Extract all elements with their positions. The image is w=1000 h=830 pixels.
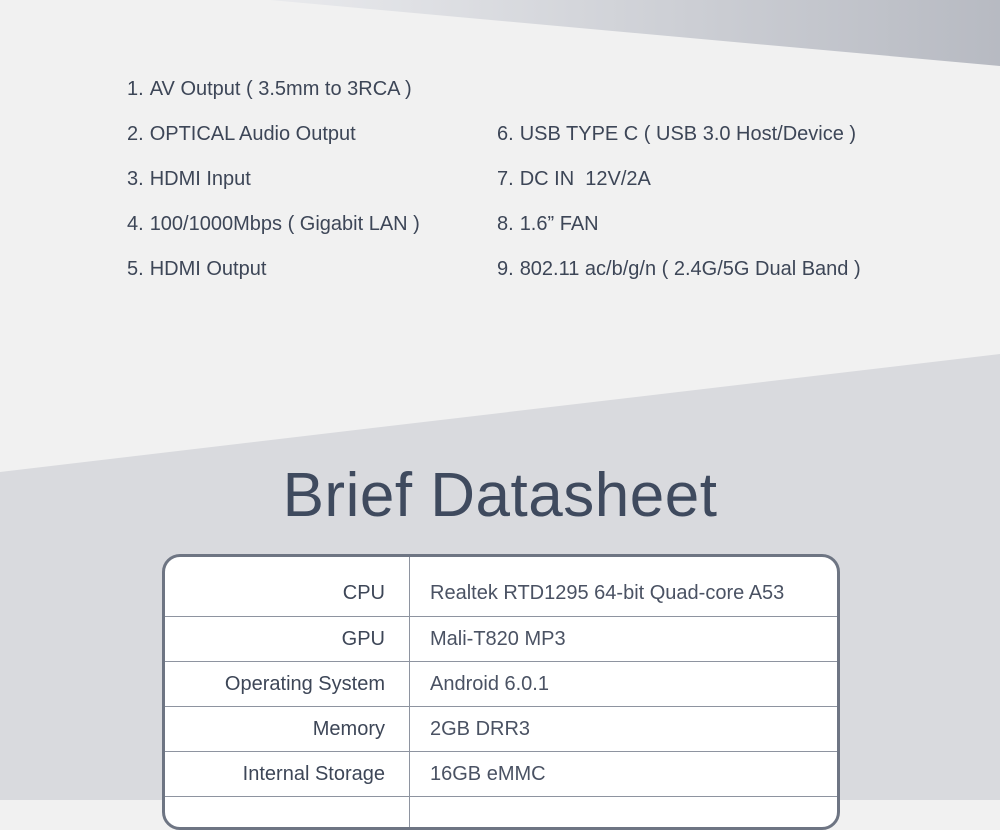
spec-label <box>165 797 410 830</box>
port-label: 100/1000Mbps ( Gigabit LAN ) <box>149 213 420 235</box>
table-row <box>165 797 837 830</box>
spec-label: GPU <box>165 617 410 661</box>
spec-value: 2GB DRR3 <box>430 718 531 740</box>
port-label: DC IN 12V/2A <box>519 168 651 190</box>
spec-value <box>410 797 837 830</box>
spec-label: Internal Storage <box>165 752 410 796</box>
port-label: AV Output ( 3.5mm to 3RCA ) <box>149 78 412 100</box>
spec-value: Android 6.0.1 <box>430 673 549 695</box>
ports-list <box>127 72 927 302</box>
spec-label: Memory <box>165 707 410 751</box>
port-label: HDMI Input <box>149 168 251 190</box>
port-item <box>497 252 861 286</box>
port-label: OPTICAL Audio Output <box>149 123 356 145</box>
port-number: 5. <box>127 258 144 280</box>
table-row <box>165 707 837 752</box>
table-row <box>165 557 837 617</box>
port-item <box>127 207 420 241</box>
spec-label: Operating System <box>165 662 410 706</box>
port-number: 7. <box>497 168 514 190</box>
table-row <box>165 752 837 797</box>
port-number: 1. <box>127 78 144 100</box>
spec-value: Mali-T820 MP3 <box>430 628 566 650</box>
port-number: 3. <box>127 168 144 190</box>
port-item <box>497 117 856 151</box>
port-item <box>127 117 356 151</box>
spec-value: Realtek RTD1295 64-bit Quad-core A53 <box>430 582 785 604</box>
port-item <box>497 207 599 241</box>
port-label: HDMI Output <box>149 258 267 280</box>
port-number: 4. <box>127 213 144 235</box>
datasheet-table <box>162 554 840 830</box>
port-label: USB TYPE C ( USB 3.0 Host/Device ) <box>519 123 857 145</box>
table-row <box>165 617 837 662</box>
port-number: 8. <box>497 213 514 235</box>
section-title: Brief Datasheet <box>282 461 718 530</box>
port-number: 9. <box>497 258 514 280</box>
port-item <box>127 252 266 286</box>
port-label: 802.11 ac/b/g/n ( 2.4G/5G Dual Band ) <box>519 258 861 280</box>
table-row <box>165 662 837 707</box>
port-number: 6. <box>497 123 514 145</box>
port-label: 1.6” FAN <box>519 213 599 235</box>
port-number: 2. <box>127 123 144 145</box>
spec-label: CPU <box>165 557 410 616</box>
port-item <box>127 162 251 196</box>
spec-value: 16GB eMMC <box>430 763 546 785</box>
port-item <box>127 72 412 106</box>
port-item <box>497 162 651 196</box>
